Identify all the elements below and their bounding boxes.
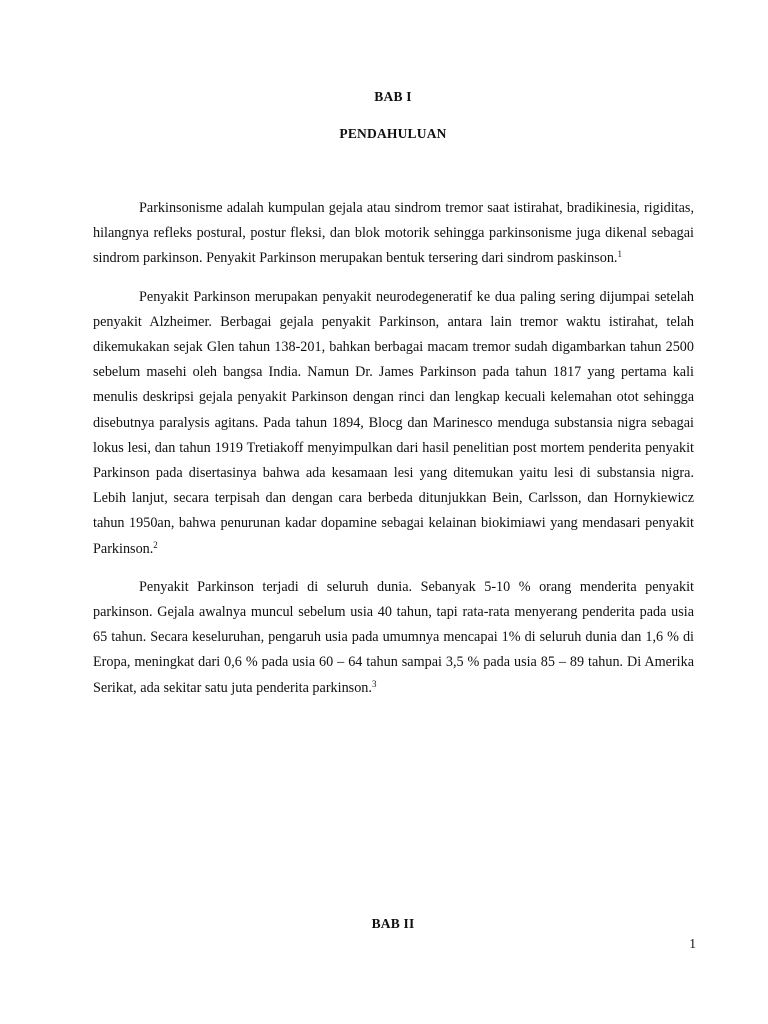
page-number: 1 (689, 936, 696, 951)
footnote-ref-3: 3 (371, 678, 377, 689)
footnote-ref-2: 2 (153, 539, 158, 550)
paragraph-3 (93, 575, 694, 701)
section-title: PENDAHULUAN (339, 126, 447, 141)
paragraph-2-text: Penyakit Parkinson merupakan penyakit neurodegeneratif ke dua paling sering dijumpai setelah penyakit Alzheimer. Berbagai gejala penyakit Parkinson, antara lain tremor waktu istirahat, telah dikemukakan sejak Glen tahun 138-201, bahkan berbagai macam tremor sudah digambarkan tahun 2500 sebelum masehi oleh bangsa India. Namun Dr. James Parkinson pada tahun 1817 yang pertama kali menulis deskripsi gejala penyakit Parkinson dengan rinci dan lengkap kecuali kelemahan otot sehingga disebutnya paralysis agitans. Pada tahun 1894, Blocg dan Marinesco menduga substansia nigra sebagai lokus lesi, dan tahun 1919 Tretiakoff menyimpulkan dari hasil penelitian post mortem penderita penyakit Parkinson pada disertasinya bahwa ada kesamaan lesi yang ditemukan yaitu lesi di substansia nigra. Lebih lanjut, secara terpisah dan dengan cara berbeda ditunjukkan Bein, Carlsson, dan Hornykiewicz tahun 1950an, bahwa penurunan kadar dopamine sebagai kelainan biokimiawi yang mendasari penyakit Parkinson. (93, 288, 694, 557)
paragraph-3-text: Penyakit Parkinson terjadi di seluruh dunia. Sebanyak 5-10 % orang menderita penyakit parkinson. Gejala awalnya muncul sebelum usia 40 tahun, tapi rata-rata menyerang penderita pada usia 65 tahun. Secara keseluruhan, pengaruh usia pada umumnya mencapai 1% di seluruh dunia dan 1,6 % di Eropa, meningkat dari 0,6 % pada usia 60 – 64 tahun sampai 3,5 % pada usia 85 – 89 tahun. Di Amerika Serikat, ada sekitar satu juta penderita parkinson. (93, 578, 694, 696)
chapter-heading-bab-1: BAB I (374, 89, 412, 104)
paragraph-1-text: Parkinsonisme adalah kumpulan gejala atau sindrom tremor saat istirahat, bradikinesia, rigiditas, hilangnya refleks postural, postur fleksi, dan blok motorik sehingga parkinsonisme juga dikenal sebagai sindrom parkinson. Penyakit Parkinson merupakan bentuk tersering dari sindrom paskinson. (93, 200, 694, 267)
paragraph-2 (93, 285, 694, 562)
body-text (93, 196, 694, 714)
paragraph-1 (93, 196, 694, 272)
chapter-heading-bab-2: BAB II (371, 916, 415, 931)
footnote-ref-1: 1 (617, 249, 622, 260)
